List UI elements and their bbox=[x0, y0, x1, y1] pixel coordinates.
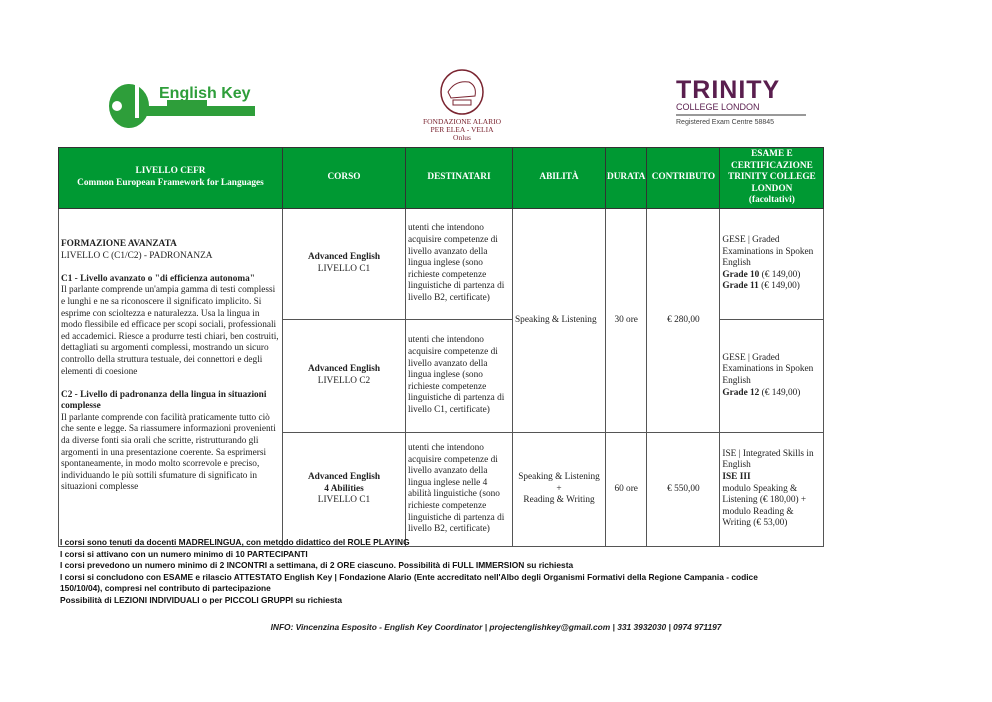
abilita-cell: Speaking & Listening + Reading & Writing bbox=[513, 432, 606, 546]
table-header bbox=[59, 148, 824, 209]
course-cell: Advanced English LIVELLO C1 bbox=[283, 208, 406, 319]
trinity-logo bbox=[676, 78, 806, 126]
destinatari-cell: utenti che intendono acquisire competenze di livello avanzato della lingua inglese nelle 4 abilità linguistiche (sono richieste competenze linguistiche di partenza di livello B2, certificate) bbox=[406, 432, 513, 546]
note: 150/10/04), compresi nel contributo di partecipazione bbox=[60, 583, 271, 593]
durata-cell: 30 ore bbox=[606, 208, 647, 432]
esame-cell: GESE | Graded Examinations in Spoken English Grade 12 (€ 149,00) bbox=[720, 319, 824, 432]
header-cefr: LIVELLO CEFR Common European Framework for Languages bbox=[59, 148, 283, 209]
fondazione-alario-logo bbox=[412, 68, 512, 142]
esame-cell: GESE | Graded Examinations in Spoken English Grade 10 (€ 149,00) Grade 11 (€ 149,00) bbox=[720, 208, 824, 319]
cefr-description: FORMAZIONE AVANZATA LIVELLO C (C1/C2) - PADRONANZA C1 - Livello avanzato o "di efficienza autonoma" Il parlante comprende un'ampia gamma di testi complessi e lunghi e ne sa riconoscere il significato implicito. Si esprime con scioltezza e naturalezza. Usa la lingua in modo flessibile ed efficace per scopi sociali, professionali ed accademici. Riesce a produrre testi chiari, ben costruiti, dettagliati su argomenti complessi, mostrando un sicuro controllo della struttura testuale, dei connettori e degli elementi di coesione C2 - Livello di padronanza della lingua in situazioni complesse Il parlante comprende con facilità praticamente tutto ciò che sente e legge. Sa riassumere informazioni provenienti da diverse fonti sia orali che scritte, ristrutturando gli argomenti in una presentazione coerente. Sa esprimersi spontaneamente, in modo molto scorrevole e preciso, individuando le più sottili sfumature di significato in situazioni complesse bbox=[59, 208, 283, 546]
fondazione-line-2: PER ELEA - VELIA bbox=[430, 125, 494, 134]
header-abilita: ABILITÀ bbox=[513, 148, 606, 209]
contributo-cell: € 550,00 bbox=[647, 432, 720, 546]
header-corso: CORSO bbox=[283, 148, 406, 209]
trinity-centre: Registered Exam Centre 58845 bbox=[676, 119, 775, 126]
note: I corsi si attivano con un numero minimo di 10 PARTECIPANTI bbox=[60, 548, 308, 559]
note: I corsi sono tenuti da docenti MADRELINGUA, con metodo didattico del ROLE PLAYING bbox=[60, 537, 410, 547]
course-table bbox=[58, 147, 824, 547]
svg-text:English Key: English Key bbox=[159, 85, 251, 102]
esame-cell: ISE | Integrated Skills in English ISE III modulo Speaking & Listening (€ 180,00) + modulo Reading & Writing (€ 53,00) bbox=[720, 432, 824, 546]
note: I corsi si concludono con ESAME e rilascio ATTESTATO English Key | Fondazione Alario (Ente accreditato nell'Albo degli Organismi Formativi della Regione Campania - codice bbox=[60, 571, 758, 582]
table-row bbox=[59, 208, 824, 319]
destinatari-cell: utenti che intendono acquisire competenze di livello avanzato della lingua inglese (sono richieste competenze linguistiche di partenza di livello C1, certificate) bbox=[406, 319, 513, 432]
header-durata: DURATA bbox=[606, 148, 647, 209]
contributo-cell: € 280,00 bbox=[647, 208, 720, 432]
notes bbox=[60, 537, 758, 606]
course-cell: Advanced English 4 Abilities LIVELLO C1 bbox=[283, 432, 406, 546]
trinity-sub: COLLEGE LONDON bbox=[676, 102, 806, 116]
contact-info: INFO: Vincenzina Esposito - English Key Coordinator | projectenglishkey@gmail.com | 331 3932030 | 0974 971197 bbox=[270, 622, 722, 632]
fondazione-line-3: Onlus bbox=[453, 133, 471, 142]
header-contributo: CONTRIBUTO bbox=[647, 148, 720, 209]
trinity-name: TRINITY bbox=[676, 76, 781, 104]
fondazione-line-1: FONDAZIONE ALARIO bbox=[422, 117, 502, 126]
note: Possibilità di LEZIONI INDIVIDUALI o per PICCOLI GRUPPI su richiesta bbox=[60, 594, 343, 605]
note: I corsi prevedono un numero minimo di 2 INCONTRI a settimana, di 2 ORE ciascuno. Possibilità di FULL IMMERSION su richiesta bbox=[60, 560, 574, 570]
durata-cell: 60 ore bbox=[606, 432, 647, 546]
course-cell: Advanced English LIVELLO C2 bbox=[283, 319, 406, 432]
header-destinatari: DESTINATARI bbox=[406, 148, 513, 209]
english-key-logo bbox=[107, 78, 257, 130]
destinatari-cell: utenti che intendono acquisire competenze di livello avanzato della lingua inglese (sono richieste competenze linguistiche di partenza di livello B2, certificate) bbox=[406, 208, 513, 319]
abilita-cell: Speaking & Listening bbox=[513, 208, 606, 432]
header-esame: ESAME E CERTIFICAZIONE TRINITY COLLEGE LONDON (facoltativi) bbox=[720, 148, 824, 209]
